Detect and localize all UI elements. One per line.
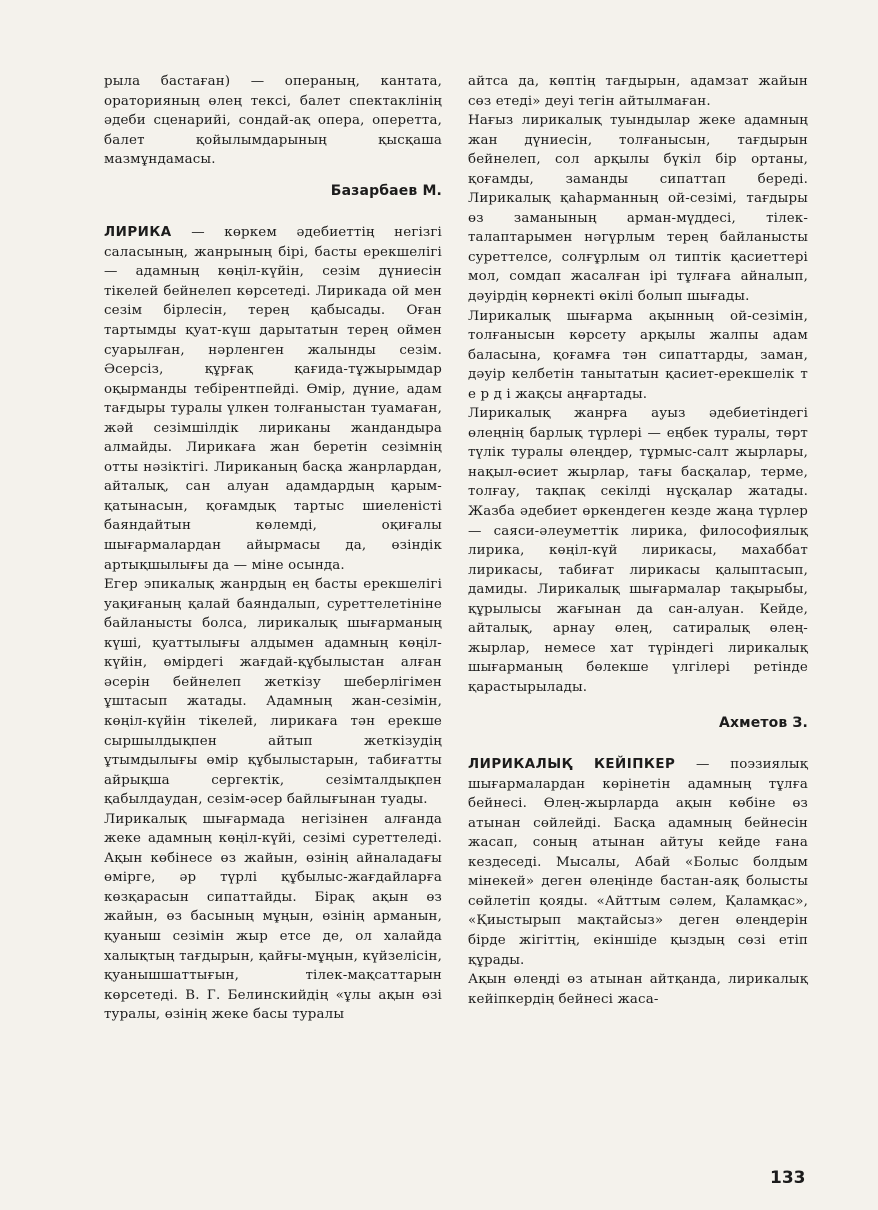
entry-heading: ЛИРИКАЛЫҚ КЕЙІПКЕР [468, 757, 676, 773]
left-column [104, 72, 442, 1025]
right-column [468, 72, 808, 1009]
entry-text: — көркем әдебиеттің негізгі саласының, жанрының бірі, басты ерекшелігі — адамның көңіл-күйін, сезім дүниесін тікелей бейнелеп көрсетеді. Лирикада ой мен сезім бірлесін, терең қабысады. Оған тартымды қуат-күш дарытатын терең оймен суарылған, нәрленген жалынды сезім. Әсерсіз, құрғақ қағида-тұжырымдар оқырманды тебірентпейді. Өмір, дүние, адам тағдыры туралы үлкен толғаныстан туамаған, жәй сезімшілдік лириканы жандандыра алмайды. Лирикаға жан беретін сезімнің отты нәзіктігі. Лириканың басқа жанрлардан, айталық, сан алуан адамдардың қарым-қатынасын, қоғамдық тартыс шиеленісті баяндайтын көлемді, оқиғалы шығармалардан айырмасы да, өзіндік артықшылығы да — міне осында. [104, 225, 442, 573]
entry-lyrical-hero [468, 755, 808, 970]
intro-paragraph: рыла бастаған) — операның, кантата, ораторияның өлең тексі, балет спектаклінің әдеби сценарийі, сондай-ақ опера, оперетта, балет қойылымдарының қысқаша мазмұндамасы. [104, 74, 442, 168]
author-signature: Ахметов З. [718, 714, 808, 731]
body-paragraph: Лирикалық жанрға ауыз әдебиетіндегі өлеңнің барлық түрлері — еңбек туралы, төрт түлік туралы өлеңдер, тұрмыс-салт жырлары, нақыл-өсиет жырлар, тағы басқалар, терме, толғау, тақпақ секілді нұсқалар жатады. Жазба әдебиет өркендеген кезде жаңа түрлер — саяси-әлеуметтік лирика, философиялық лирика, көңіл-күй лирикасы, махаббат лирикасы, табиғат лирикасы қалыптасып, дамиды. Лирикалық шығармалар тақырыбы, құрылысы жағынан да сан-алуан. Кейде, айталық, арнау өлең, сатиралық өлең-жырлар, немесе хат түріндегі лирикалық шығарманың бөлекше үлгілері ретінде қарастырылады. [468, 406, 808, 695]
body-paragraph: Ақын өлеңді өз атынан айтқанда, лирикалық кейіпкердің бейнесі жаса- [468, 972, 808, 1007]
author-signature: Базарбаев М. [330, 182, 442, 199]
entry-lyrics [104, 223, 442, 575]
page-number: 133 [770, 1168, 806, 1188]
continued-paragraph: айтса да, көптің тағдырын, адамзат жайын сөз етеді» деуі тегін айтылмаған. [468, 74, 808, 109]
body-paragraph: Егер эпикалық жанрдың ең басты ерекшелігі уақиғаның қалай баяндалып, суреттелетініне байланысты болса, лирикалық шығарманың күші, қуаттылығы алдымен адамның көңіл-күйін, өмірдегі жағдай-құбылыстан алған әсерін бейнелеп жеткізу шеберлігімен ұштасып жатады. Адамның жан-сезімін, көңіл-күйін тікелей, лирикаға тән ерекше сыршылдықпен айтып жеткізудің ұтымдылығы өмір құбылыстарын, табиғатты айрықша сергектік, сезімталдықпен қабылдаудан, сезім-әсер байлығынан туады. [104, 577, 442, 808]
entry-heading: ЛИРИКА [104, 225, 172, 241]
body-paragraph: Нағыз лирикалық туындылар жеке адамның жан дүниесін, толғанысын, тағдырын бейнелеп, сол арқылы бүкіл бір ортаны, қоғамды, заманды сипаттап береді. Лирикалық қаһарманның ой-сезімі, тағдыры өз заманының арман-мүддесі, тілек-талаптарымен нәгүрлым терең байланысты суреттелсе, солғұрлым ол типтік қасиеттері мол, сомдап жасалған ірі тұлғаға айналып, дәуірдің көрнекті өкілі болып шығады. [468, 113, 808, 305]
entry-text: — поэзиялық шығармалардан көрінетін адамның тұлға бейнесі. Өлең-жырларда ақын көбіне өз атынан сөйлейді. Басқа адамның бейнесін жасап, соның атынан айтуы кейде ғана кездеседі. Мысалы, Абай «Болыс болдым мінекей» деген өлеңінде бастан-аяқ болысты сөйлетіп қояды. «Айттым сәлем, Қаламқас», «Қиыстырып мақтайсыз» деген өлеңдерін бірде жігіттің, екіншіде қыздың сөзі етіп құрады. [468, 757, 808, 968]
body-paragraph: Лирикалық шығарма ақынның ой-сезімін, толғанысын көрсету арқылы жалпы адам баласына, қоғамға тән сипаттарды, заман, дәуір келбетін танытатын қасиет-ерекшелік т е р д і жақсы аңғартады. [468, 308, 808, 402]
body-paragraph: Лирикалық шығармада негізінен алғанда жеке адамның көңіл-күйі, сезімі суреттеледі. Ақын көбінесе өз жайын, өзінің айналадағы өмірге, әр түрлі құбылыс-жағдайларға көзқарасын сипаттайды. Бірақ ақын өз жайын, өз басының мұңын, өзінің арманын, қуаныш сезімін жыр етсе де, ол халайда халықтың тағдырын, қайғы-мұңын, күйзелісін, қуанышшаттығын, тілек-мақсаттарын көрсетеді. В. Г. Белинскийдің «ұлы ақын өзі туралы, өзінің жеке басы туралы [104, 811, 442, 1023]
